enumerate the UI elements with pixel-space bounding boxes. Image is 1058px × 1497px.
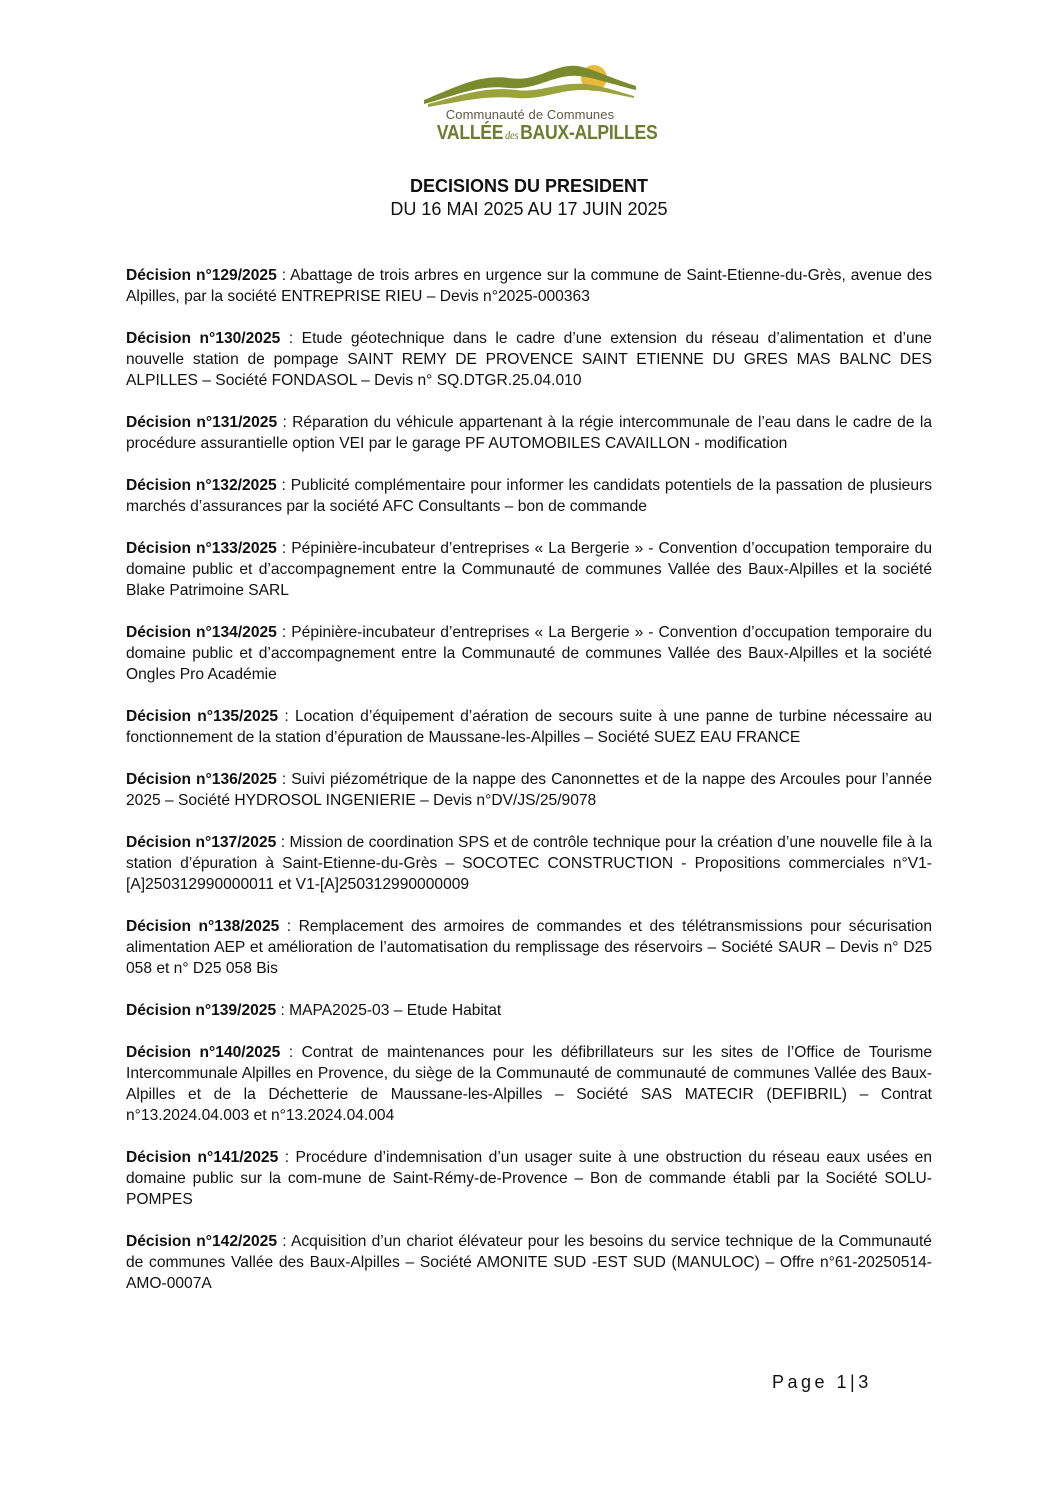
organization-logo bbox=[424, 60, 658, 152]
decision-number: Décision n°136/2025 bbox=[126, 771, 277, 788]
decision-number: Décision n°135/2025 bbox=[126, 708, 279, 725]
decision-item bbox=[126, 706, 932, 748]
decision-number: Décision n°133/2025 bbox=[126, 540, 277, 557]
decision-item bbox=[126, 475, 932, 517]
decision-text: : Suivi piézométrique de la nappe des Canonnettes et de la nappe des Arcoules pour l’année 2025 – Société HYDROSOL INGENIERIE – Devis n°DV/JS/25/9078 bbox=[126, 771, 932, 809]
decision-item bbox=[126, 769, 932, 811]
decision-item bbox=[126, 1000, 932, 1021]
decision-item bbox=[126, 916, 932, 979]
document-period: DU 16 MAI 2025 AU 17 JUIN 2025 bbox=[390, 199, 668, 219]
decision-text: : Acquisition d’un chariot élévateur pour les besoins du service technique de la Communauté de communes Vallée des Baux-Alpilles – Société AMONITE SUD -EST SUD (MANULOC) – Offre n°61-20250514-AMO-0007A bbox=[126, 1233, 932, 1292]
decision-number: Décision n°130/2025 bbox=[126, 330, 281, 347]
decision-item bbox=[126, 832, 932, 895]
decision-number: Décision n°142/2025 bbox=[126, 1233, 278, 1250]
decision-item bbox=[126, 1147, 932, 1210]
decision-item bbox=[126, 622, 932, 685]
decision-text: : MAPA2025-03 – Etude Habitat bbox=[276, 1002, 502, 1019]
page-number: Page 1|3 bbox=[772, 1372, 872, 1392]
document-title: DECISIONS DU PRESIDENT bbox=[409, 176, 649, 196]
decision-number: Décision n°134/2025 bbox=[126, 624, 277, 641]
decision-text: : Pépinière-incubateur d’entreprises « La Bergerie » - Convention d’occupation temporaire du domaine public et d’accompagnement entre la Communauté de communes Vallée des Baux-Alpilles et la société Ongles Pro Académie bbox=[126, 624, 932, 683]
decision-number: Décision n°137/2025 bbox=[126, 834, 277, 851]
decision-item bbox=[126, 1231, 932, 1294]
decision-number: Décision n°131/2025 bbox=[126, 414, 278, 431]
decision-number: Décision n°129/2025 bbox=[126, 267, 277, 284]
decision-text: : Etude géotechnique dans le cadre d’une extension du réseau d’alimentation et d’une nouvelle station de pompage SAINT REMY DE PROVENCE SAINT ETIENNE DU GRES MAS BALNC DES ALPILLES – Société FONDASOL – Devis n° SQ.DTGR.25.04.010 bbox=[126, 330, 932, 389]
decision-item bbox=[126, 328, 932, 391]
decision-number: Décision n°138/2025 bbox=[126, 918, 280, 935]
decision-item bbox=[126, 1042, 932, 1126]
decision-item bbox=[126, 265, 932, 307]
decision-text: : Pépinière-incubateur d’entreprises « La Bergerie » - Convention d’occupation temporaire du domaine public et d’accompagnement entre la Communauté de communes Vallée des Baux-Alpilles et la société Blake Patrimoine SARL bbox=[126, 540, 932, 599]
decision-number: Décision n°132/2025 bbox=[126, 477, 277, 494]
decision-text: : Contrat de maintenances pour les défibrillateurs sur les sites de l’Office de Tourisme Intercommunale Alpilles en Provence, du siège de la Communauté de communauté de communes Vallée des Baux-Alpilles et de la Déchetterie de Maussane-les-Alpilles – Société SAS MATECIR (DEFIBRIL) – Contrat n°13.2024.04.003 et n°13.2024.04.004 bbox=[126, 1044, 932, 1124]
decision-item bbox=[126, 412, 932, 454]
hills-sun-icon bbox=[424, 60, 636, 110]
decisions-list bbox=[126, 265, 932, 1315]
decision-text: : Procédure d’indemnisation d’un usager suite à une obstruction du réseau eaux usées en domaine public sur la com-mune de Saint-Rémy-de-Provence – Bon de commande établi par la Société SOLU-POMPES bbox=[126, 1149, 932, 1208]
decision-text: : Abattage de trois arbres en urgence sur la commune de Saint-Etienne-du-Grès, avenue des Alpilles, par la société ENTREPRISE RIEU – Devis n°2025-000363 bbox=[126, 267, 932, 305]
decision-number: Décision n°141/2025 bbox=[126, 1149, 279, 1166]
decision-text: : Remplacement des armoires de commandes et des télétransmissions pour sécurisation alimentation AEP et amélioration de l’automatisation du remplissage des réservoirs – Société SAUR – Devis n° D25 058 et n° D25 058 Bis bbox=[126, 918, 932, 977]
logo-title: VALLÉE desBAUX-ALPILLES bbox=[436, 122, 658, 144]
decision-text: : Publicité complémentaire pour informer les candidats potentiels de la passation de plusieurs marchés d’assurances par la société AFC Consultants – bon de commande bbox=[126, 477, 932, 515]
decision-item bbox=[126, 538, 932, 601]
document-heading bbox=[0, 175, 1058, 221]
decision-text: : Mission de coordination SPS et de contrôle technique pour la création d’une nouvelle file à la station d’épuration à Saint-Etienne-du-Grès – SOCOTEC CONSTRUCTION - Propositions commerciales n°V1-[A]250312990000011 et V1-[A]250312990000009 bbox=[126, 834, 932, 893]
logo-subtitle: Communauté de Communes bbox=[445, 107, 615, 122]
decision-number: Décision n°140/2025 bbox=[126, 1044, 281, 1061]
decision-text: : Réparation du véhicule appartenant à la régie intercommunale de l’eau dans le cadre de la procédure assurantielle option VEI par le garage PF AUTOMOBILES CAVAILLON - modification bbox=[126, 414, 932, 452]
decision-number: Décision n°139/2025 bbox=[126, 1002, 277, 1019]
decision-text: : Location d’équipement d’aération de secours suite à une panne de turbine nécessaire au fonctionnement de la station d’épuration de Maussane-les-Alpilles – Société SUEZ EAU FRANCE bbox=[126, 708, 932, 746]
